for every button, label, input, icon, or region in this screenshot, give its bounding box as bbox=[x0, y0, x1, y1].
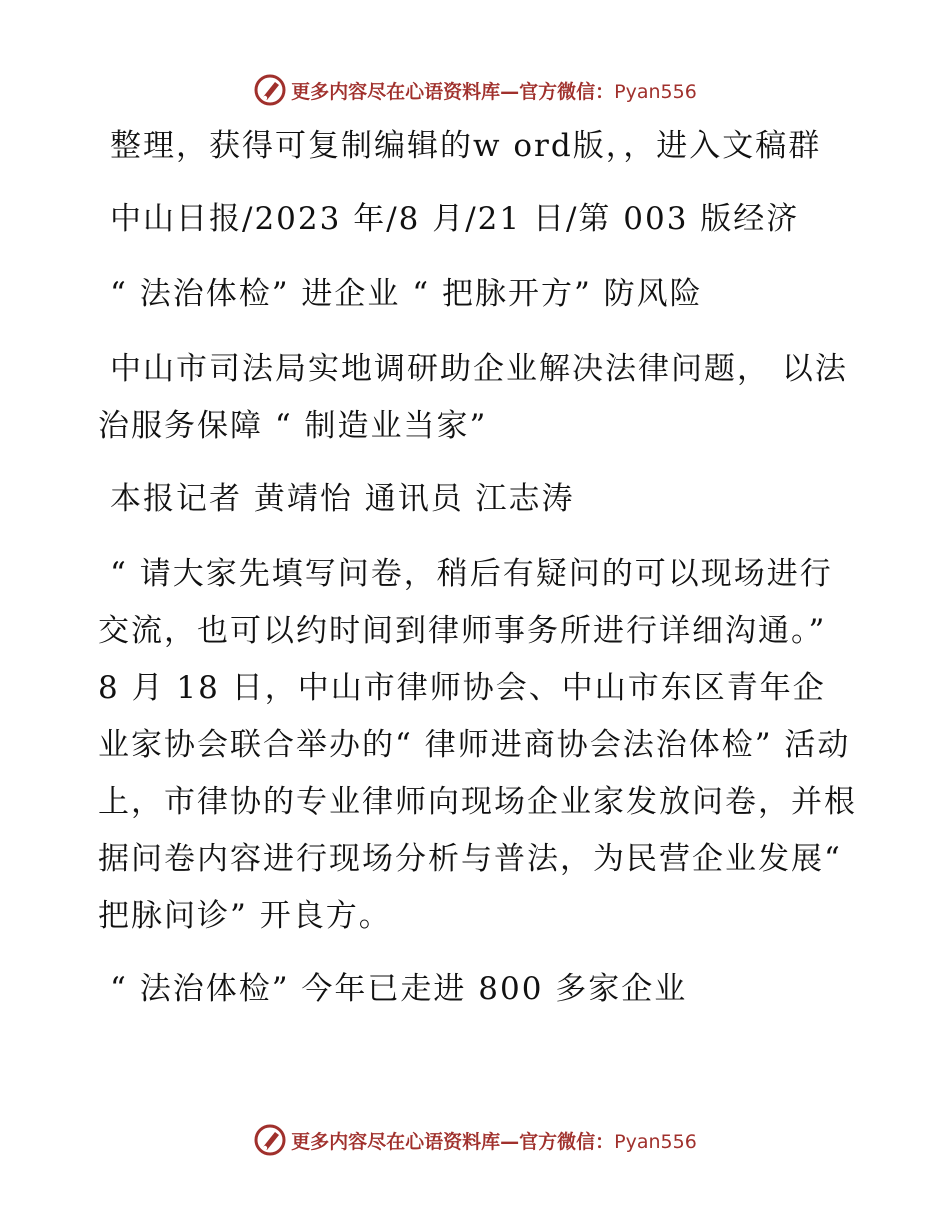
footer-watermark bbox=[0, 1120, 950, 1160]
paragraph-body: “ 请大家先填写问卷，稍后有疑问的可以现场进行交流，也可以约时间到律师事务所进行详细沟通。” 8 月 18 日，中山市律师协会、中山市东区青年企业家协会联合举办的“ 律师进商协会法治体检” 活动上，市律协的专业律师向现场企业家发放问卷，并根据问卷内容进行现场分析与普法，为民营企业发展“ 把脉问诊” 开良方。 bbox=[98, 556, 857, 934]
header-watermark bbox=[0, 70, 950, 110]
article-subheadline: 中山市司法局实地调研助企业解决法律问题， 以法治服务保障 “ 制造业当家” bbox=[98, 351, 848, 444]
pen-emblem-icon bbox=[253, 73, 287, 107]
paragraph-intro: 整理，获得可复制编辑的w ord版，，进入文稿群 bbox=[110, 128, 822, 164]
section-heading: “ 法治体检” 今年已走进 800 多家企业 bbox=[110, 971, 688, 1007]
article-headline: “ 法治体检” 进企业 “ 把脉开方” 防风险 bbox=[110, 276, 703, 312]
watermark-text: 更多内容尽在心语资料库—官方微信：Pyan556 bbox=[291, 80, 697, 103]
document-body bbox=[98, 118, 858, 1034]
byline: 本报记者 黄靖怡 通讯员 江志涛 bbox=[110, 481, 575, 517]
pen-emblem-icon bbox=[253, 1123, 287, 1157]
paragraph-source: 中山日报/2023 年/8 月/21 日/第 003 版经济 bbox=[110, 201, 800, 237]
watermark-text: 更多内容尽在心语资料库—官方微信：Pyan556 bbox=[291, 1130, 697, 1153]
